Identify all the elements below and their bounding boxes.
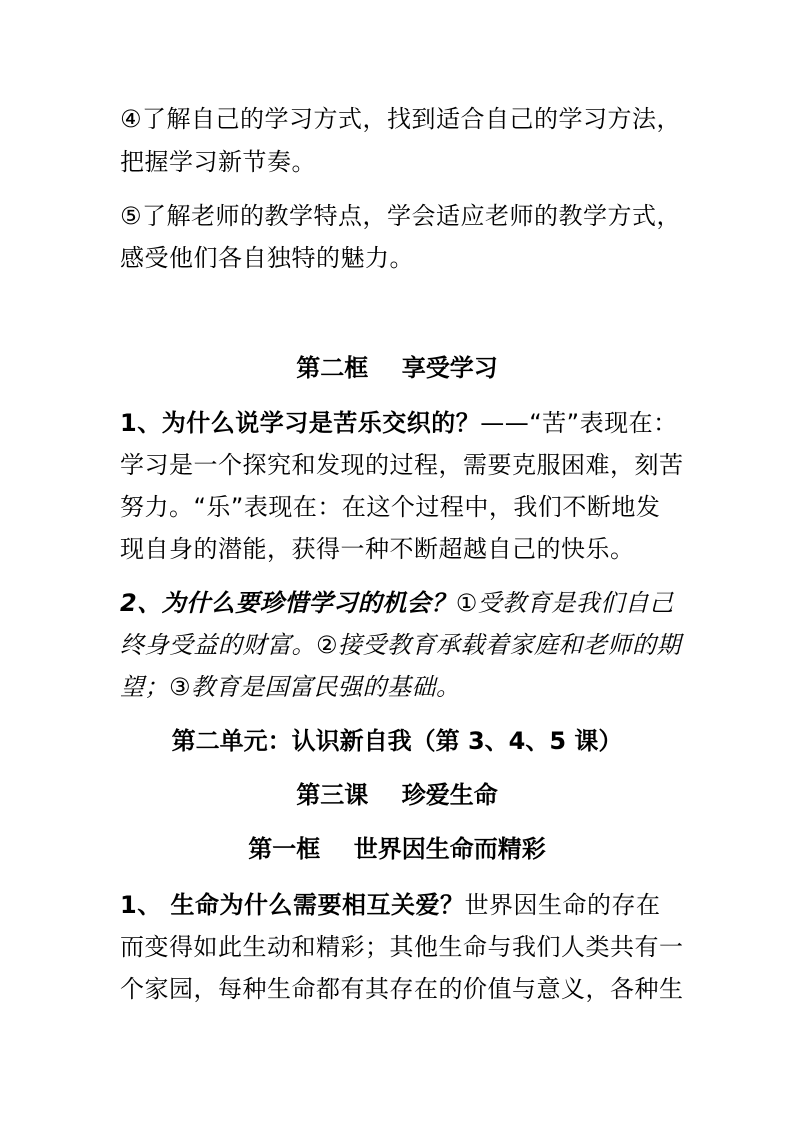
section-heading-kuang1: 第一框 世界因生命而精彩: [248, 835, 546, 863]
item4-line1: ④了解自己的学习方式，找到适合自己的学习方法，: [120, 105, 682, 133]
q3-answer-start: 世界因生命的存在: [464, 891, 661, 919]
q2-line3: 望；③教育是国富民强的基础。: [120, 673, 461, 701]
q3-line2: 而变得如此生动和精彩；其他生命与我们人类共有一: [120, 933, 684, 961]
q2-answer-start: ①受教育是我们自己: [455, 589, 674, 617]
q1-line4: 现自身的潜能，获得一种不断超越自己的快乐。: [120, 535, 635, 563]
q1-question: 1、为什么说学习是苦乐交织的？: [120, 409, 481, 437]
q1-line1: [120, 408, 720, 438]
item5-line2: 感受他们各自独特的魅力。: [120, 244, 414, 272]
q2-question: 2、为什么要珍惜学习的机会？: [120, 589, 456, 617]
q1-line3: 努力。“乐”表现在：在这个过程中，我们不断地发: [120, 493, 661, 521]
q3-line1: [120, 890, 720, 920]
item5-line1: ⑤了解老师的教学特点，学会适应老师的教学方式，: [120, 202, 682, 230]
q2-line2: 终身受益的财富。②接受教育承载着家庭和老师的期: [120, 631, 682, 659]
q3-line3: 个家园，每种生命都有其存在的价值与意义，各种生: [120, 975, 684, 1003]
q1-answer-start: ——“苦”表现在：: [480, 409, 678, 437]
lesson3-heading: 第三课 珍爱生命: [296, 781, 498, 809]
unit2-heading: 第二单元：认识新自我（第 3、4、5 课）: [171, 727, 623, 755]
q3-question: 1、 生命为什么需要相互关爱？: [120, 891, 465, 919]
item4-line2: 把握学习新节奏。: [120, 148, 316, 176]
section-heading-kuang2: 第二框 享受学习: [296, 354, 498, 382]
q1-line2: 学习是一个探究和发现的过程，需要克服困难，刻苦: [120, 451, 684, 479]
q2-line1: [120, 588, 720, 618]
